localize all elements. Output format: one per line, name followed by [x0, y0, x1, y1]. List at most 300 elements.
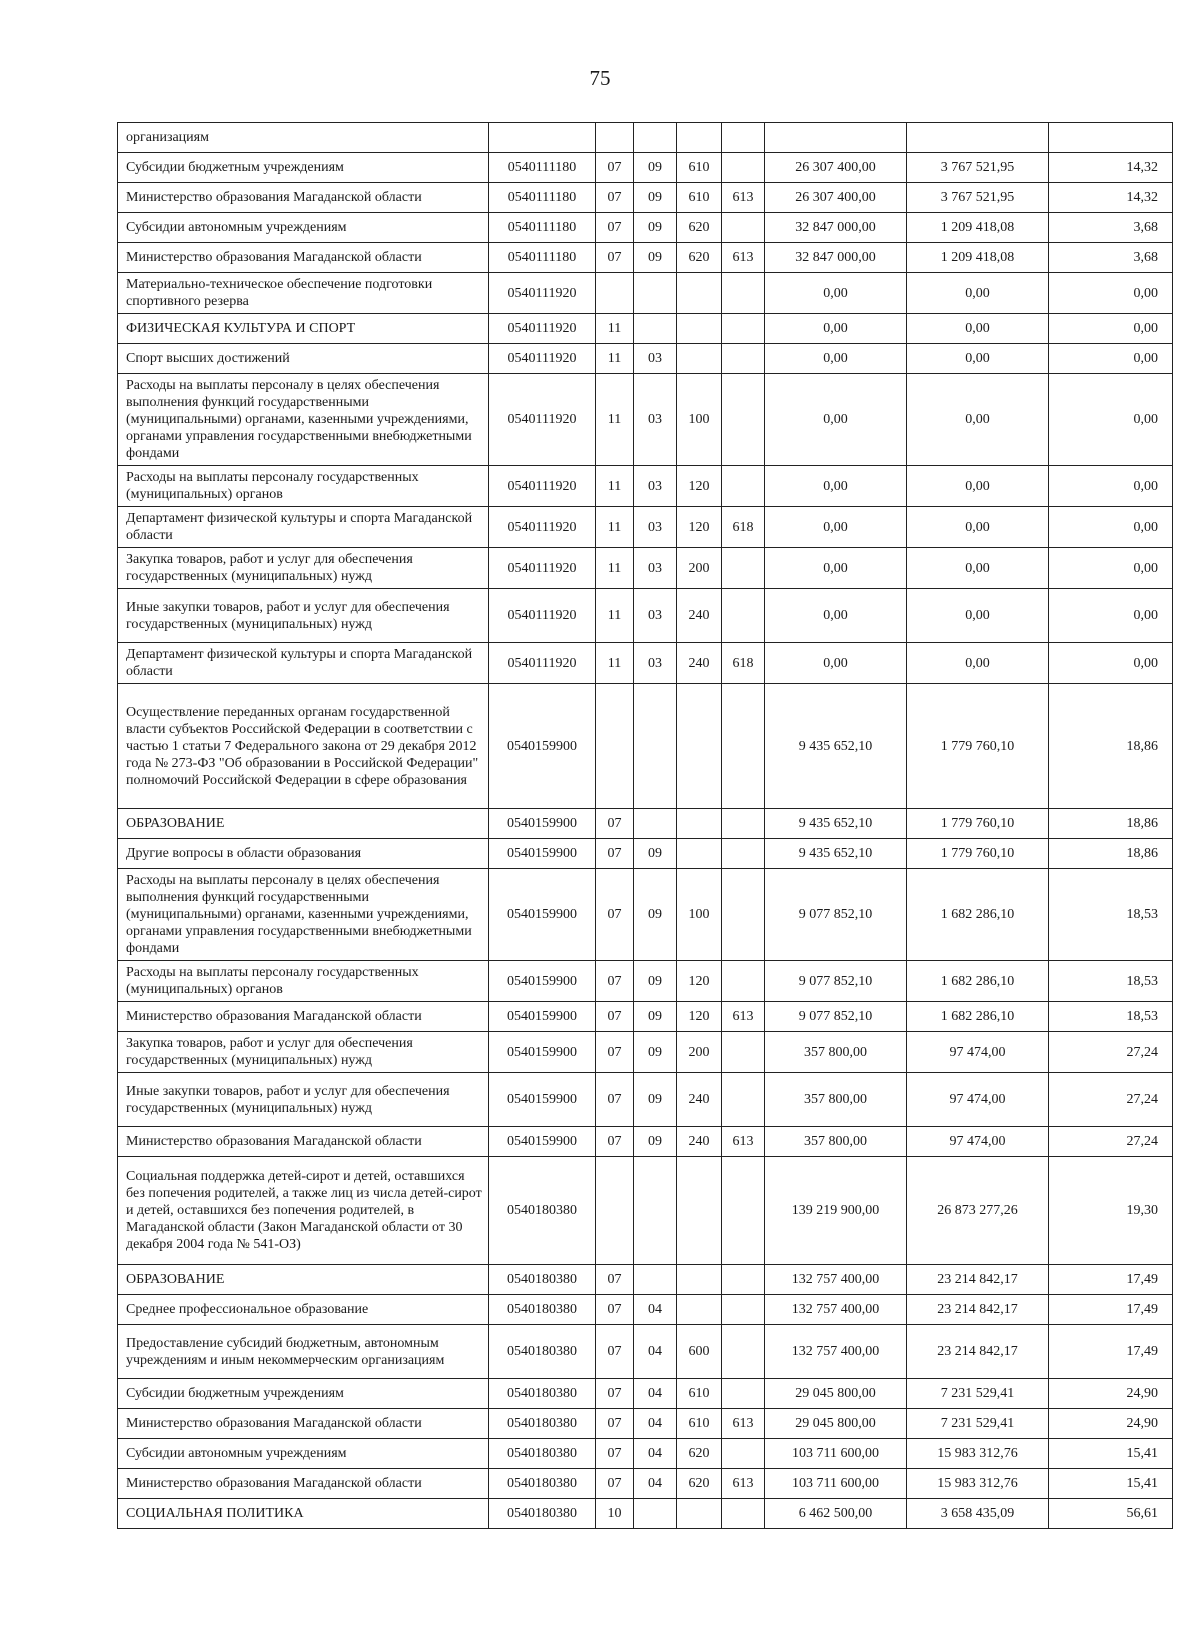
cell-percent: 0,00 [1049, 344, 1173, 374]
cell-administrator: 618 [722, 507, 765, 548]
cell-fact: 1 682 286,10 [907, 961, 1049, 1002]
table-row [118, 1157, 1173, 1265]
cell-section [596, 1157, 634, 1265]
cell-percent: 17,49 [1049, 1325, 1173, 1379]
cell-administrator [722, 839, 765, 869]
cell-target-code: 0540111920 [489, 374, 596, 466]
cell-section: 07 [596, 1073, 634, 1127]
cell-plan: 357 800,00 [765, 1032, 907, 1073]
cell-name: Департамент физической культуры и спорта Магаданской области [118, 507, 489, 548]
cell-target-code: 0540180380 [489, 1439, 596, 1469]
cell-plan: 9 077 852,10 [765, 869, 907, 961]
cell-administrator [722, 344, 765, 374]
cell-fact: 1 682 286,10 [907, 869, 1049, 961]
cell-percent: 24,90 [1049, 1379, 1173, 1409]
table-row [118, 809, 1173, 839]
table-row [118, 344, 1173, 374]
table-row [118, 961, 1173, 1002]
cell-administrator: 613 [722, 1002, 765, 1032]
cell-administrator [722, 869, 765, 961]
cell-administrator [722, 273, 765, 314]
cell-fact: 26 873 277,26 [907, 1157, 1049, 1265]
cell-expense-type: 240 [677, 643, 722, 684]
cell-administrator: 613 [722, 1127, 765, 1157]
cell-target-code: 0540111920 [489, 314, 596, 344]
cell-name: Расходы на выплаты персоналу государственных (муниципальных) органов [118, 961, 489, 1002]
cell-name: Расходы на выплаты персоналу в целях обеспечения выполнения функций государственными (муниципальными) органами, казенными учреждениями, органами управления государственными внебюджетными фондами [118, 374, 489, 466]
cell-expense-type: 120 [677, 1002, 722, 1032]
cell-plan: 0,00 [765, 643, 907, 684]
cell-plan: 0,00 [765, 548, 907, 589]
cell-section: 07 [596, 1002, 634, 1032]
cell-subsection: 03 [634, 643, 677, 684]
cell-percent: 15,41 [1049, 1469, 1173, 1499]
cell-administrator: 613 [722, 1409, 765, 1439]
cell-subsection: 09 [634, 243, 677, 273]
cell-name: Осуществление переданных органам государственной власти субъектов Российской Федерации в соответствии с частью 1 статьи 7 Федерального закона от 29 декабря 2012 года № 273-ФЗ "Об образовании в Российской Федерации" полномочий Российской Федерации в сфере образования [118, 684, 489, 809]
cell-section: 10 [596, 1499, 634, 1529]
cell-subsection [634, 123, 677, 153]
cell-expense-type [677, 809, 722, 839]
cell-section [596, 123, 634, 153]
cell-fact: 97 474,00 [907, 1032, 1049, 1073]
cell-subsection: 04 [634, 1409, 677, 1439]
cell-subsection: 09 [634, 1032, 677, 1073]
cell-target-code: 0540159900 [489, 961, 596, 1002]
cell-name: Социальная поддержка детей-сирот и детей, оставшихся без попечения родителей, а также лиц из числа детей-сирот и детей, оставшихся без попечения родителей, в Магаданской области (Закон Магаданской области от 30 декабря 2004 года № 541-ОЗ) [118, 1157, 489, 1265]
cell-subsection: 09 [634, 1073, 677, 1127]
table-row [118, 589, 1173, 643]
cell-administrator [722, 1379, 765, 1409]
table-row [118, 1127, 1173, 1157]
cell-plan: 0,00 [765, 466, 907, 507]
cell-administrator: 618 [722, 643, 765, 684]
page-number: 75 [589, 66, 611, 90]
cell-section: 07 [596, 1325, 634, 1379]
cell-section: 07 [596, 1127, 634, 1157]
cell-expense-type: 620 [677, 1439, 722, 1469]
table-row [118, 243, 1173, 273]
cell-percent: 0,00 [1049, 374, 1173, 466]
cell-name: Субсидии автономным учреждениям [118, 213, 489, 243]
cell-expense-type [677, 123, 722, 153]
cell-plan: 9 077 852,10 [765, 1002, 907, 1032]
cell-name: Предоставление субсидий бюджетным, автономным учреждениям и иным некоммерческим организациям [118, 1325, 489, 1379]
cell-name: ОБРАЗОВАНИЕ [118, 809, 489, 839]
table-row [118, 869, 1173, 961]
cell-fact: 1 209 418,08 [907, 213, 1049, 243]
cell-plan: 6 462 500,00 [765, 1499, 907, 1529]
cell-percent: 27,24 [1049, 1127, 1173, 1157]
table-row [118, 1499, 1173, 1529]
cell-fact: 0,00 [907, 273, 1049, 314]
cell-administrator [722, 1032, 765, 1073]
cell-name: организациям [118, 123, 489, 153]
cell-section: 11 [596, 374, 634, 466]
cell-plan: 139 219 900,00 [765, 1157, 907, 1265]
cell-percent: 24,90 [1049, 1409, 1173, 1439]
cell-fact [907, 123, 1049, 153]
cell-percent [1049, 123, 1173, 153]
cell-expense-type: 120 [677, 466, 722, 507]
cell-section: 07 [596, 1379, 634, 1409]
cell-subsection: 03 [634, 344, 677, 374]
cell-target-code: 0540111920 [489, 273, 596, 314]
table-row [118, 1265, 1173, 1295]
cell-subsection: 03 [634, 466, 677, 507]
cell-fact: 1 779 760,10 [907, 684, 1049, 809]
cell-name: Министерство образования Магаданской области [118, 1409, 489, 1439]
cell-expense-type: 620 [677, 243, 722, 273]
cell-plan: 26 307 400,00 [765, 153, 907, 183]
cell-subsection: 03 [634, 548, 677, 589]
cell-administrator [722, 1295, 765, 1325]
table-row [118, 153, 1173, 183]
cell-expense-type: 120 [677, 961, 722, 1002]
cell-expense-type [677, 273, 722, 314]
cell-target-code: 0540111180 [489, 243, 596, 273]
cell-administrator [722, 374, 765, 466]
cell-expense-type [677, 1157, 722, 1265]
cell-administrator: 613 [722, 243, 765, 273]
cell-section: 07 [596, 809, 634, 839]
cell-administrator [722, 213, 765, 243]
cell-fact: 3 767 521,95 [907, 153, 1049, 183]
cell-percent: 0,00 [1049, 589, 1173, 643]
table-row [118, 1439, 1173, 1469]
cell-subsection: 09 [634, 839, 677, 869]
cell-target-code: 0540159900 [489, 1127, 596, 1157]
cell-expense-type: 200 [677, 548, 722, 589]
cell-target-code: 0540111180 [489, 153, 596, 183]
cell-subsection: 04 [634, 1439, 677, 1469]
cell-percent: 18,86 [1049, 839, 1173, 869]
cell-section: 11 [596, 344, 634, 374]
cell-target-code: 0540159900 [489, 1073, 596, 1127]
cell-section: 07 [596, 1409, 634, 1439]
cell-plan: 9 435 652,10 [765, 809, 907, 839]
cell-target-code: 0540180380 [489, 1499, 596, 1529]
table-row [118, 684, 1173, 809]
cell-name: Министерство образования Магаданской области [118, 1469, 489, 1499]
cell-plan: 32 847 000,00 [765, 213, 907, 243]
cell-expense-type [677, 1265, 722, 1295]
cell-plan: 0,00 [765, 344, 907, 374]
table-row [118, 643, 1173, 684]
cell-expense-type: 240 [677, 1127, 722, 1157]
cell-name: Иные закупки товаров, работ и услуг для обеспечения государственных (муниципальных) нужд [118, 589, 489, 643]
cell-percent: 18,53 [1049, 961, 1173, 1002]
cell-subsection [634, 314, 677, 344]
cell-percent: 56,61 [1049, 1499, 1173, 1529]
cell-name: Другие вопросы в области образования [118, 839, 489, 869]
cell-fact: 0,00 [907, 314, 1049, 344]
cell-name: Субсидии бюджетным учреждениям [118, 1379, 489, 1409]
cell-fact: 1 779 760,10 [907, 809, 1049, 839]
cell-administrator [722, 314, 765, 344]
cell-name: ОБРАЗОВАНИЕ [118, 1265, 489, 1295]
cell-target-code [489, 123, 596, 153]
cell-target-code: 0540180380 [489, 1325, 596, 1379]
cell-name: Расходы на выплаты персоналу государственных (муниципальных) органов [118, 466, 489, 507]
table-row [118, 1002, 1173, 1032]
cell-section [596, 684, 634, 809]
cell-administrator: 613 [722, 183, 765, 213]
cell-plan: 29 045 800,00 [765, 1379, 907, 1409]
table-row [118, 183, 1173, 213]
cell-subsection: 09 [634, 183, 677, 213]
cell-subsection: 03 [634, 374, 677, 466]
cell-name: Расходы на выплаты персоналу в целях обеспечения выполнения функций государственными (муниципальными) органами, казенными учреждениями, органами управления государственными внебюджетными фондами [118, 869, 489, 961]
cell-fact: 1 682 286,10 [907, 1002, 1049, 1032]
cell-fact: 0,00 [907, 548, 1049, 589]
table-row [118, 1032, 1173, 1073]
cell-target-code: 0540111920 [489, 643, 596, 684]
cell-target-code: 0540159900 [489, 684, 596, 809]
cell-subsection [634, 273, 677, 314]
cell-plan: 132 757 400,00 [765, 1295, 907, 1325]
cell-plan: 103 711 600,00 [765, 1469, 907, 1499]
cell-percent: 17,49 [1049, 1265, 1173, 1295]
cell-fact: 1 209 418,08 [907, 243, 1049, 273]
cell-percent: 0,00 [1049, 466, 1173, 507]
cell-name: Закупка товаров, работ и услуг для обеспечения государственных (муниципальных) нужд [118, 1032, 489, 1073]
cell-percent: 18,53 [1049, 1002, 1173, 1032]
cell-plan: 0,00 [765, 507, 907, 548]
table-row [118, 1295, 1173, 1325]
cell-subsection [634, 1265, 677, 1295]
table-row [118, 507, 1173, 548]
cell-subsection: 09 [634, 869, 677, 961]
cell-plan: 0,00 [765, 314, 907, 344]
cell-target-code: 0540111180 [489, 183, 596, 213]
cell-expense-type: 240 [677, 589, 722, 643]
table-row [118, 548, 1173, 589]
cell-administrator [722, 961, 765, 1002]
cell-expense-type: 610 [677, 1379, 722, 1409]
cell-target-code: 0540180380 [489, 1265, 596, 1295]
cell-administrator [722, 1157, 765, 1265]
cell-subsection: 09 [634, 1127, 677, 1157]
cell-administrator [722, 1325, 765, 1379]
cell-percent: 0,00 [1049, 314, 1173, 344]
cell-section: 07 [596, 1032, 634, 1073]
cell-administrator [722, 1499, 765, 1529]
cell-section: 11 [596, 466, 634, 507]
cell-plan: 357 800,00 [765, 1127, 907, 1157]
cell-target-code: 0540159900 [489, 809, 596, 839]
cell-percent: 0,00 [1049, 273, 1173, 314]
cell-administrator [722, 548, 765, 589]
cell-section: 11 [596, 314, 634, 344]
cell-section: 11 [596, 548, 634, 589]
cell-name: Министерство образования Магаданской области [118, 183, 489, 213]
cell-target-code: 0540159900 [489, 1002, 596, 1032]
cell-percent: 17,49 [1049, 1295, 1173, 1325]
cell-section: 11 [596, 589, 634, 643]
cell-plan: 32 847 000,00 [765, 243, 907, 273]
cell-section: 07 [596, 183, 634, 213]
cell-fact: 23 214 842,17 [907, 1325, 1049, 1379]
cell-section: 07 [596, 961, 634, 1002]
cell-target-code: 0540180380 [489, 1295, 596, 1325]
cell-target-code: 0540111920 [489, 466, 596, 507]
cell-administrator: 613 [722, 1469, 765, 1499]
cell-subsection [634, 1499, 677, 1529]
cell-target-code: 0540111920 [489, 507, 596, 548]
cell-expense-type [677, 839, 722, 869]
cell-section: 11 [596, 643, 634, 684]
table-row [118, 123, 1173, 153]
cell-plan: 0,00 [765, 273, 907, 314]
cell-section: 07 [596, 243, 634, 273]
table-row [118, 374, 1173, 466]
cell-expense-type: 610 [677, 153, 722, 183]
cell-name: Субсидии автономным учреждениям [118, 1439, 489, 1469]
cell-section: 07 [596, 869, 634, 961]
cell-section: 07 [596, 1295, 634, 1325]
cell-fact: 1 779 760,10 [907, 839, 1049, 869]
cell-fact: 7 231 529,41 [907, 1379, 1049, 1409]
cell-percent: 0,00 [1049, 643, 1173, 684]
table-row [118, 1325, 1173, 1379]
cell-expense-type: 200 [677, 1032, 722, 1073]
cell-section: 07 [596, 153, 634, 183]
cell-subsection [634, 684, 677, 809]
table-row [118, 314, 1173, 344]
cell-expense-type: 120 [677, 507, 722, 548]
cell-fact: 97 474,00 [907, 1127, 1049, 1157]
cell-percent: 18,86 [1049, 684, 1173, 809]
cell-percent: 0,00 [1049, 507, 1173, 548]
cell-administrator [722, 589, 765, 643]
cell-section: 07 [596, 1469, 634, 1499]
cell-fact: 0,00 [907, 344, 1049, 374]
cell-section: 11 [596, 507, 634, 548]
cell-percent: 3,68 [1049, 243, 1173, 273]
cell-target-code: 0540180380 [489, 1157, 596, 1265]
cell-name: Среднее профессиональное образование [118, 1295, 489, 1325]
cell-plan: 29 045 800,00 [765, 1409, 907, 1439]
cell-fact: 0,00 [907, 507, 1049, 548]
cell-name: Материально-техническое обеспечение подготовки спортивного резерва [118, 273, 489, 314]
cell-percent: 18,86 [1049, 809, 1173, 839]
cell-expense-type: 620 [677, 1469, 722, 1499]
cell-fact: 23 214 842,17 [907, 1265, 1049, 1295]
cell-plan: 103 711 600,00 [765, 1439, 907, 1469]
table-row [118, 1379, 1173, 1409]
cell-fact: 15 983 312,76 [907, 1469, 1049, 1499]
cell-subsection [634, 1157, 677, 1265]
cell-expense-type: 620 [677, 213, 722, 243]
table-row [118, 466, 1173, 507]
cell-percent: 15,41 [1049, 1439, 1173, 1469]
cell-plan: 9 435 652,10 [765, 839, 907, 869]
cell-target-code: 0540180380 [489, 1469, 596, 1499]
table-row [118, 1073, 1173, 1127]
cell-plan [765, 123, 907, 153]
cell-administrator [722, 466, 765, 507]
cell-expense-type [677, 684, 722, 809]
cell-subsection [634, 809, 677, 839]
table-row [118, 273, 1173, 314]
cell-administrator [722, 1439, 765, 1469]
cell-administrator [722, 1265, 765, 1295]
cell-target-code: 0540159900 [489, 839, 596, 869]
cell-fact: 0,00 [907, 643, 1049, 684]
cell-name: Иные закупки товаров, работ и услуг для обеспечения государственных (муниципальных) нужд [118, 1073, 489, 1127]
cell-subsection: 03 [634, 507, 677, 548]
cell-fact: 0,00 [907, 374, 1049, 466]
cell-name: Субсидии бюджетным учреждениям [118, 153, 489, 183]
cell-fact: 7 231 529,41 [907, 1409, 1049, 1439]
cell-subsection: 04 [634, 1325, 677, 1379]
cell-name: Спорт высших достижений [118, 344, 489, 374]
cell-plan: 357 800,00 [765, 1073, 907, 1127]
cell-percent: 3,68 [1049, 213, 1173, 243]
cell-expense-type [677, 314, 722, 344]
cell-name: Департамент физической культуры и спорта Магаданской области [118, 643, 489, 684]
cell-target-code: 0540159900 [489, 1032, 596, 1073]
cell-percent: 14,32 [1049, 153, 1173, 183]
cell-expense-type: 610 [677, 1409, 722, 1439]
cell-section: 07 [596, 839, 634, 869]
cell-percent: 27,24 [1049, 1073, 1173, 1127]
cell-target-code: 0540159900 [489, 869, 596, 961]
cell-fact: 97 474,00 [907, 1073, 1049, 1127]
cell-percent: 0,00 [1049, 548, 1173, 589]
cell-expense-type: 610 [677, 183, 722, 213]
cell-plan: 132 757 400,00 [765, 1325, 907, 1379]
cell-percent: 19,30 [1049, 1157, 1173, 1265]
cell-target-code: 0540180380 [489, 1379, 596, 1409]
cell-name: Министерство образования Магаданской области [118, 1127, 489, 1157]
cell-fact: 23 214 842,17 [907, 1295, 1049, 1325]
cell-section: 07 [596, 1265, 634, 1295]
cell-section: 07 [596, 1439, 634, 1469]
cell-plan: 0,00 [765, 589, 907, 643]
budget-table-body [118, 123, 1173, 1529]
cell-expense-type: 100 [677, 869, 722, 961]
cell-target-code: 0540111920 [489, 344, 596, 374]
cell-plan: 9 077 852,10 [765, 961, 907, 1002]
cell-fact: 3 767 521,95 [907, 183, 1049, 213]
cell-expense-type: 600 [677, 1325, 722, 1379]
cell-expense-type [677, 344, 722, 374]
cell-fact: 15 983 312,76 [907, 1439, 1049, 1469]
cell-subsection: 09 [634, 961, 677, 1002]
cell-administrator [722, 123, 765, 153]
cell-plan: 132 757 400,00 [765, 1265, 907, 1295]
cell-fact: 3 658 435,09 [907, 1499, 1049, 1529]
cell-administrator [722, 684, 765, 809]
cell-plan: 0,00 [765, 374, 907, 466]
budget-table [117, 122, 1173, 1529]
cell-subsection: 09 [634, 213, 677, 243]
table-row [118, 839, 1173, 869]
cell-target-code: 0540180380 [489, 1409, 596, 1439]
cell-percent: 18,53 [1049, 869, 1173, 961]
cell-target-code: 0540111920 [489, 589, 596, 643]
cell-fact: 0,00 [907, 589, 1049, 643]
table-row [118, 1469, 1173, 1499]
cell-plan: 26 307 400,00 [765, 183, 907, 213]
cell-plan: 9 435 652,10 [765, 684, 907, 809]
cell-administrator [722, 153, 765, 183]
cell-subsection: 09 [634, 1002, 677, 1032]
cell-administrator [722, 1073, 765, 1127]
cell-section: 07 [596, 213, 634, 243]
